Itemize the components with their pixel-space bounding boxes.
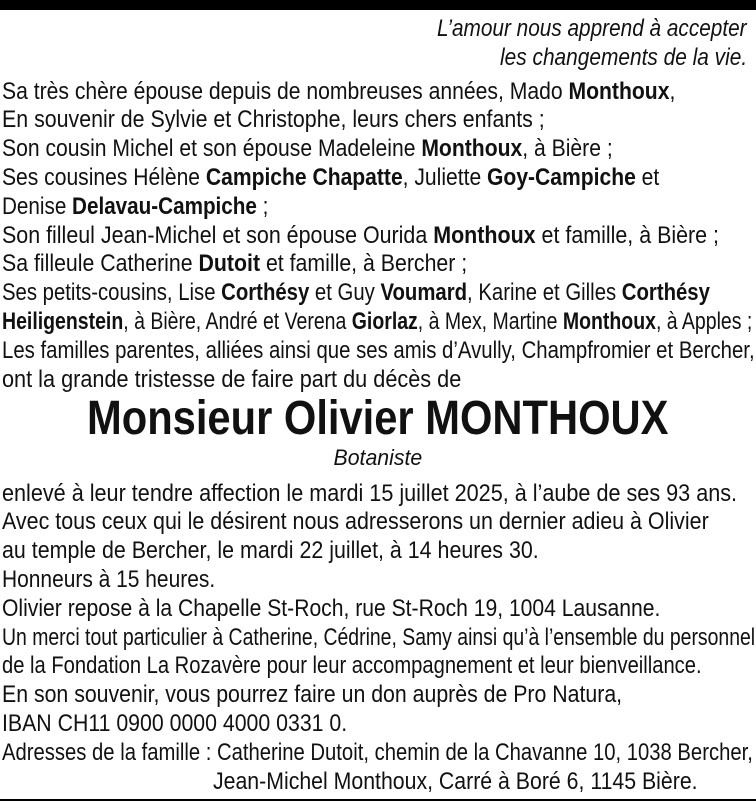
text-segment: et Guy	[309, 279, 381, 307]
text-segment: , à Apples ;	[655, 307, 753, 335]
announcement-line	[2, 279, 710, 308]
deceased-heading	[0, 392, 756, 445]
announcement-line	[2, 78, 675, 107]
deceased-name: Monsieur Olivier MONTHOUX	[87, 392, 669, 445]
epigraph-line: les changements de la vie.	[499, 44, 747, 71]
details-line: Honneurs à 15 heures.	[2, 565, 216, 593]
epigraph	[0, 14, 756, 72]
family-announcement	[0, 78, 756, 395]
text-segment: Son cousin Michel et son épouse Madeleine	[2, 135, 422, 163]
text-segment: Sa très chère épouse depuis de nombreuses années, Mado	[2, 77, 569, 105]
announcement-line	[2, 193, 268, 222]
bottom-rule	[0, 799, 756, 801]
text-segment: ,	[669, 77, 676, 105]
surname: Campiche Chapatte	[205, 163, 403, 191]
surname: Delavau-Campiche	[72, 192, 257, 220]
announcement-line	[2, 135, 613, 164]
details-line: au temple de Bercher, le mardi 22 juillet, à 14 heures 30.	[2, 537, 539, 565]
surname: Giorlaz	[351, 307, 418, 335]
details-line: En son souvenir, vous pourrez faire un don auprès de Pro Natura,	[2, 681, 623, 709]
text-segment: Ses petits-cousins, Lise	[2, 279, 222, 307]
details-line: Un merci tout particulier à Catherine, Cédrine, Samy ainsi qu’à l’ensemble du personnel	[2, 623, 756, 651]
surname: Corthésy	[621, 279, 710, 307]
text-segment: , Juliette	[402, 163, 488, 191]
text-segment: Sa filleule Catherine	[2, 250, 199, 278]
surname: Heiligenstein	[2, 307, 124, 335]
family-address-line: Jean-Michel Monthoux, Carré à Boré 6, 1145 Bière.	[213, 767, 698, 795]
announcement-line	[2, 366, 461, 395]
text-segment: Denise	[2, 192, 73, 220]
family-address-line: Adresses de la famille : Catherine Dutoit, chemin de la Chavanne 10, 1038 Bercher,	[2, 738, 753, 766]
text-segment: et	[635, 163, 660, 191]
text-segment: Ses cousines Hélène	[2, 163, 206, 191]
funeral-details	[0, 480, 756, 797]
surname: Dutoit	[198, 250, 261, 278]
announcement-line	[2, 308, 752, 337]
text-segment: ont la grande tristesse de faire part du décès de	[2, 365, 462, 393]
announcement-line	[2, 250, 467, 279]
text-segment: , à Bière ;	[522, 135, 613, 163]
top-bar	[0, 0, 756, 10]
surname: Monthoux	[562, 307, 656, 335]
text-segment: , à Mex, Martine	[417, 307, 563, 335]
surname: Monthoux	[568, 77, 670, 105]
text-segment: et famille, à Bercher ;	[260, 250, 468, 278]
surname: Voumard	[380, 279, 468, 307]
text-segment: et famille, à Bière ;	[535, 221, 720, 249]
text-segment: En souvenir de Sylvie et Christophe, leurs chers enfants ;	[2, 106, 545, 134]
surname: Monthoux	[433, 221, 536, 249]
text-segment: Son filleul Jean-Michel et son épouse Ourida	[2, 221, 434, 249]
text-segment: , Karine et Gilles	[467, 279, 622, 307]
text-segment: , à Bière, André et Verena	[123, 307, 352, 335]
epigraph-line: L’amour nous apprend à accepter	[437, 15, 747, 42]
text-segment: Les familles parentes, alliées ainsi que ses amis d’Avully, Champfromier et Bercher,	[2, 336, 755, 364]
announcement-line	[2, 222, 719, 251]
announcement-line	[2, 106, 545, 135]
details-line: Avec tous ceux qui le désirent nous adresserons un dernier adieu à Olivier	[2, 508, 709, 536]
iban-line: IBAN CH11 0900 0000 4000 0331 0.	[2, 709, 348, 737]
deceased-occupation-block	[0, 445, 756, 471]
surname: Corthésy	[221, 279, 310, 307]
surname: Monthoux	[421, 135, 523, 163]
details-line: enlevé à leur tendre affection le mardi 15 juillet 2025, à l’aube de ses 93 ans.	[2, 479, 738, 507]
announcement-line	[2, 337, 755, 366]
surname: Goy-Campiche	[487, 163, 636, 191]
text-segment: ;	[256, 192, 269, 220]
announcement-line	[2, 164, 659, 193]
deceased-occupation: Botaniste	[333, 445, 423, 470]
details-line: de la Fondation La Rozavère pour leur accompagnement et leur bienveillance.	[2, 652, 702, 680]
details-line: Olivier repose à la Chapelle St-Roch, rue St-Roch 19, 1004 Lausanne.	[2, 594, 661, 622]
